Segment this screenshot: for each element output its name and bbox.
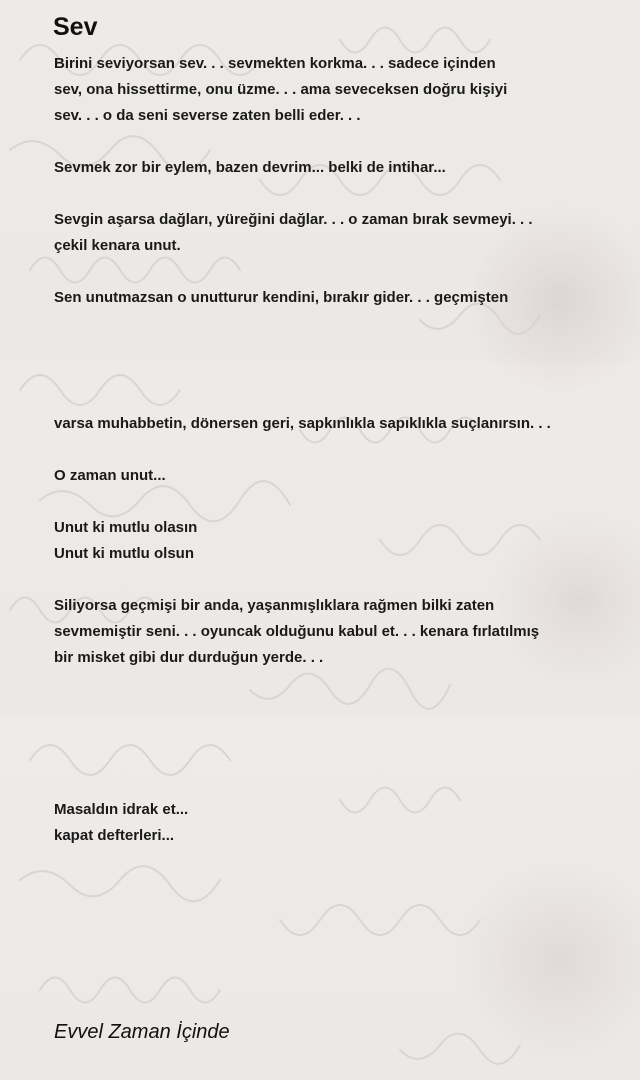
poem-line: Sen unutmazsan o unutturur kendini, bırakır gider. . . geçmişten [54, 289, 509, 306]
poem-line: Birini seviyorsan sev. . . sevmekten korkma. . . sadece içinden [54, 55, 496, 72]
poem-title: Sev [53, 13, 98, 41]
poem-line: Sevgin aşarsa dağları, yüreğini dağlar. . . o zaman bırak sevmeyi. . . [54, 211, 533, 228]
poem-line: Masaldın idrak et... [54, 801, 189, 818]
poem-line: Unut ki mutlu olasın [54, 519, 198, 536]
poem-line: varsa muhabbetin, dönersen geri, sapkınlıkla sapıklıkla suçlanırsın. . . [54, 415, 551, 432]
poem-line: O zaman unut... [54, 467, 166, 484]
poem-line: kapat defterleri... [54, 827, 175, 844]
poem-line: bir misket gibi dur durduğun yerde. . . [54, 649, 324, 666]
poem-line: sevmemiştir seni. . . oyuncak olduğunu kabul et. . . kenara fırlatılmış [54, 623, 540, 640]
poem-line: Siliyorsa geçmişi bir anda, yaşanmışlıklara rağmen bilki zaten [54, 597, 495, 614]
poem-line: Sevmek zor bir eylem, bazen devrim... belki de intihar... [54, 159, 446, 176]
poem-author: Evvel Zaman İçinde [54, 1021, 230, 1043]
poem-line: çekil kenara unut. [54, 237, 181, 254]
poem-line: sev. . . o da seni severse zaten belli eder. . . [54, 107, 361, 124]
poem-line: Unut ki mutlu olsun [54, 545, 194, 562]
poem-line: sev, ona hissettirme, onu üzme. . . ama seveceksen doğru kişiyi [54, 81, 508, 98]
